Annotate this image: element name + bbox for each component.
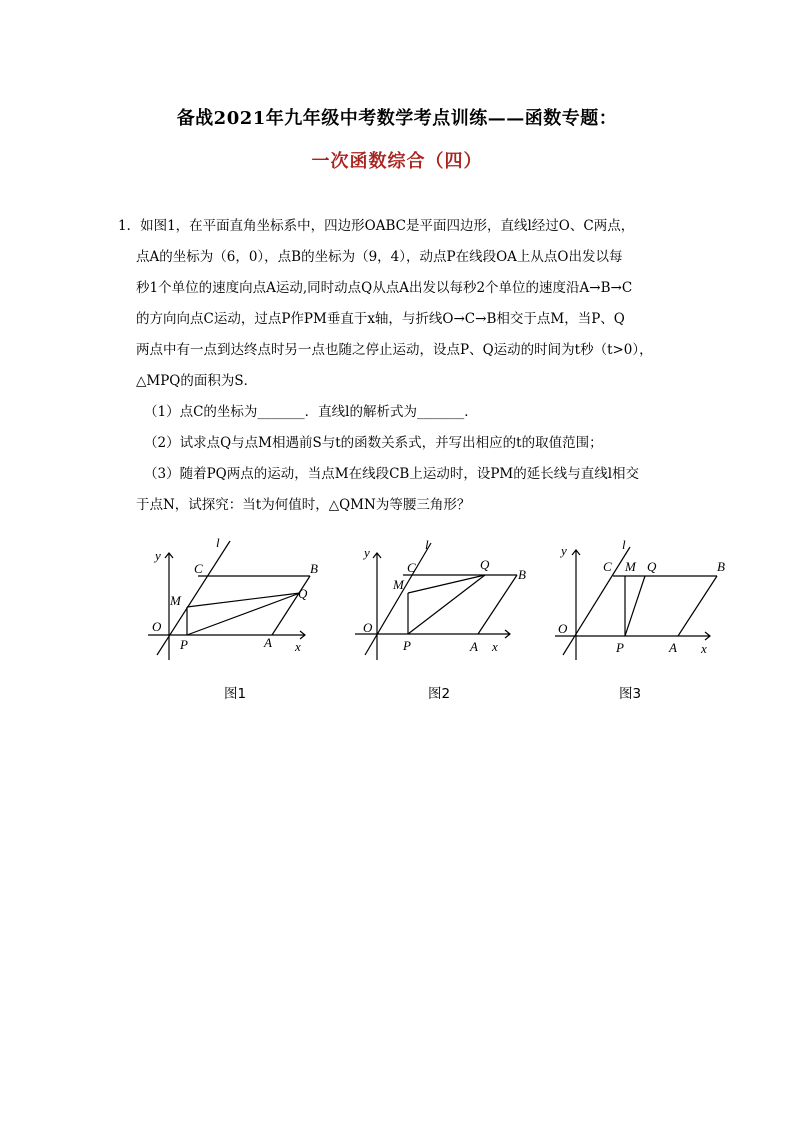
fig2-label-c: C <box>407 560 416 575</box>
figures-row <box>0 535 794 705</box>
fig3-label-p: P <box>616 640 624 655</box>
fig2-label-b: B <box>518 567 526 582</box>
figure-1-caption: 图1 <box>224 686 247 702</box>
fig1-label-q: Q <box>298 586 308 601</box>
fig3-label-c: C <box>603 559 612 574</box>
fig2-label-l: l <box>425 537 429 552</box>
fig1-label-a: A <box>264 635 272 650</box>
fig2-label-a: A <box>470 639 478 654</box>
figure-3 <box>545 535 740 660</box>
fig1-label-b: B <box>310 561 318 576</box>
problem-line-3: 秒1个单位的速度向点A运动,同时动点Q从点A出发以每秒2个单位的速度沿A→B→C <box>136 280 633 296</box>
fig2-label-q: Q <box>480 557 490 572</box>
fig1-label-m: M <box>170 593 181 608</box>
fig3-label-y: y <box>561 543 567 558</box>
figure-3-caption: 图3 <box>619 686 642 702</box>
fig1-label-y: y <box>155 548 161 563</box>
problem-line-1: 1．如图1，在平面直角坐标系中，四边形OABC是平面四边形，直线l经过O、C两点， <box>118 218 635 234</box>
problem-part-2: （2）试求点Q与点M相遇前S与t的函数关系式，并写出相应的t的取值范围； <box>144 435 603 451</box>
fig3-label-x: x <box>701 641 707 656</box>
fig1-label-l: l <box>216 535 220 550</box>
fig3-label-q: Q <box>647 559 657 574</box>
fig1-label-o: O <box>152 619 162 634</box>
page-subtitle: 一次函数综合（四） <box>311 151 483 172</box>
page-title: 备战2021年九年级中考数学考点训练——函数专题： <box>176 108 618 129</box>
fig3-label-a: A <box>669 640 677 655</box>
fig1-label-p: P <box>180 637 188 652</box>
problem-line-10: 于点N，试探究：当t为何值时，△QMN为等腰三角形？ <box>136 497 471 513</box>
fig2-label-o: O <box>363 620 373 635</box>
fig3-label-o: O <box>558 621 568 636</box>
problem-line-6: △MPQ的面积为S． <box>136 373 258 389</box>
fig3-label-m: M <box>625 559 636 574</box>
problem-line-2: 点A的坐标为（6，0），点B的坐标为（9，4），动点P在线段OA上从点O出发以每 <box>136 249 623 265</box>
problem-line-4: 的方向向点C运动，过点P作PM垂直于x轴，与折线O→C→B相交于点M，当P、Q <box>136 311 625 327</box>
problem-line-5: 两点中有一点到达终点时另一点也随之停止运动，设点P、Q运动的时间为t秒（t>0）， <box>136 342 653 358</box>
figure-2 <box>345 535 535 660</box>
fig1-label-x: x <box>295 639 301 654</box>
figure-1 <box>140 535 318 660</box>
fig2-label-x: x <box>492 639 498 654</box>
fig3-label-b: B <box>717 559 725 574</box>
problem-part-1: （1）点C的坐标为_______．直线l的解析式为_______． <box>144 404 478 420</box>
fig2-label-m: M <box>393 577 404 592</box>
fig2-label-p: P <box>403 638 411 653</box>
figure-2-caption: 图2 <box>428 686 451 702</box>
problem-part-3: （3）随着PQ两点的运动，当点M在线段CB上运动时，设PM的延长线与直线l相交 <box>144 466 640 482</box>
fig3-label-l: l <box>622 537 626 552</box>
fig2-label-y: y <box>364 545 370 560</box>
fig1-label-c: C <box>194 561 203 576</box>
